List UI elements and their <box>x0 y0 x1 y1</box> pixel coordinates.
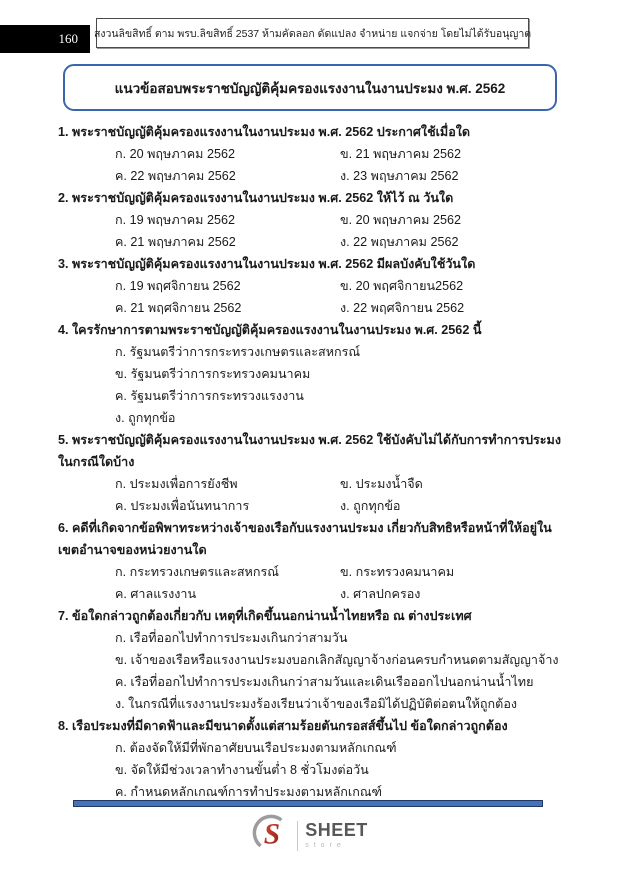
question-text: 5. พระราชบัญญัติคุ้มครองแรงงานในงานประมง พ.ศ. 2562 ใช้บังคับไม่ได้กับการทำการประมงในกรณีใดบ้าง <box>58 433 561 469</box>
choices-list <box>58 275 562 319</box>
copyright-notice-box <box>93 18 532 48</box>
footer-divider-bar <box>73 800 543 807</box>
choice-option: ก. ต้องจัดให้มีที่พักอาศัยบนเรือประมงตามหลักเกณฑ์ <box>115 741 397 755</box>
page-number: 160 <box>58 31 78 46</box>
question-block <box>58 319 562 429</box>
choices-list <box>58 473 562 517</box>
choices-list <box>58 561 562 605</box>
choice-option: ค. ศาลแรงงาน <box>115 587 197 601</box>
choice-option: ง. ถูกทุกข้อ <box>340 499 401 513</box>
choice-option: ข. 20 พฤศจิกายน2562 <box>340 279 464 293</box>
choice-option: ข. กระทรวงคมนาคม <box>340 565 455 579</box>
logo-divider <box>297 821 298 851</box>
choice-option: ข. จัดให้มีช่วงเวลาทำงานขั้นต่ำ 8 ชั่วโมงต่อวัน <box>115 763 369 777</box>
choice-option: ค. ประมงเพื่อนันทนาการ <box>115 499 250 513</box>
choice-option: ข. รัฐมนตรีว่าการกระทรวงคมนาคม <box>115 367 311 381</box>
choices-list <box>58 627 562 715</box>
question-block <box>58 253 562 319</box>
choice-option: ข. 20 พฤษภาคม 2562 <box>340 213 461 227</box>
choice-option: ก. เรือที่ออกไปทำการประมงเกินกว่าสามวัน <box>115 631 348 645</box>
choice-option: ง. 22 พฤษภาคม 2562 <box>340 235 459 249</box>
question-text: 8. เรือประมงที่มีดาดฟ้าและมีขนาดตั้งแต่สามร้อยตันกรอสส์ขึ้นไป ข้อใดกล่าวถูกต้อง <box>58 719 508 733</box>
page-number-box <box>0 25 90 53</box>
choice-option: ง. ในกรณีที่แรงงานประมงร้องเรียนว่าเจ้าของเรือมิได้ปฏิบัติต่อตนให้ถูกต้อง <box>115 697 518 711</box>
choices-list <box>58 143 562 187</box>
choice-option: ข. เจ้าของเรือหรือแรงงานประมงบอกเลิกสัญญาจ้างก่อนครบกำหนดตามสัญญาจ้าง <box>115 653 559 667</box>
s-swoosh-icon <box>252 814 290 857</box>
question-block <box>58 429 562 517</box>
choice-option: ก. ประมงเพื่อการยังชีพ <box>115 477 238 491</box>
logo-wordmark: SHEET <box>305 820 368 840</box>
question-text: 1. พระราชบัญญัติคุ้มครองแรงงานในงานประมง พ.ศ. 2562 ประกาศใช้เมื่อใด <box>58 125 471 139</box>
question-block <box>58 517 562 605</box>
question-block <box>58 715 562 803</box>
choice-option: ก. รัฐมนตรีว่าการกระทรวงเกษตรและสหกรณ์ <box>115 345 361 359</box>
logo-sub-wordmark: store <box>305 842 346 849</box>
page-title: แนวข้อสอบพระราชบัญญัติคุ้มครองแรงงานในงานประมง พ.ศ. 2562 <box>114 80 506 96</box>
svg-text:S: S <box>263 818 281 851</box>
choices-list <box>58 737 562 803</box>
choices-list <box>58 341 562 429</box>
question-text: 3. พระราชบัญญัติคุ้มครองแรงงานในงานประมง พ.ศ. 2562 มีผลบังคับใช้วันใด <box>58 257 476 271</box>
choice-option: ง. ศาลปกครอง <box>340 587 421 601</box>
questions-list <box>58 121 562 803</box>
choice-option: ง. ถูกทุกข้อ <box>115 411 176 425</box>
question-block <box>58 121 562 187</box>
choice-option: ข. ประมงน้ำจืด <box>340 477 423 491</box>
choice-option: ก. 20 พฤษภาคม 2562 <box>115 147 235 161</box>
document-title-box <box>63 64 557 111</box>
choice-option: ง. 23 พฤษภาคม 2562 <box>340 169 459 183</box>
choice-option: ค. เรือที่ออกไปทำการประมงเกินกว่าสามวันและเดินเรือออกไปนอกน่านน้ำไทย <box>115 675 534 689</box>
question-text: 6. คดีที่เกิดจากข้อพิพาทระหว่างเจ้าของเรือกับแรงงานประมง เกี่ยวกับสิทธิหรือหน้าที่ให้อยู่ในเขตอำนาจของหน่วยงานใด <box>58 521 552 557</box>
choice-option: ง. 22 พฤศจิกายน 2562 <box>340 301 465 315</box>
choice-option: ค. 22 พฤษภาคม 2562 <box>115 169 236 183</box>
choice-option: ก. กระทรวงเกษตรและสหกรณ์ <box>115 565 279 579</box>
choice-option: ค. กำหนดหลักเกณฑ์การทำประมงตามหลักเกณฑ์ <box>115 785 382 799</box>
choice-option: ค. 21 พฤษภาคม 2562 <box>115 235 236 249</box>
question-block <box>58 187 562 253</box>
copyright-notice-text: สงวนลิขสิทธิ์ ตาม พรบ.ลิขสิทธิ์ 2537 ห้ามคัดลอก ดัดแปลง จำหน่าย แจกจ่าย โดยไม่ได้รับอนุญาต <box>93 27 532 40</box>
sheet-store-logo <box>0 814 620 857</box>
choice-option: ก. 19 พฤษภาคม 2562 <box>115 213 235 227</box>
question-text: 4. ใครรักษาการตามพระราชบัญญัติคุ้มครองแรงงานในงานประมง พ.ศ. 2562 นี้ <box>58 323 482 337</box>
choice-option: ค. รัฐมนตรีว่าการกระทรวงแรงงาน <box>115 389 304 403</box>
question-block <box>58 605 562 715</box>
choice-option: ก. 19 พฤศจิกายน 2562 <box>115 279 241 293</box>
question-text: 7. ข้อใดกล่าวถูกต้องเกี่ยวกับ เหตุที่เกิดขึ้นนอกน่านน้ำไทยหรือ ณ ต่างประเทศ <box>58 609 472 623</box>
choices-list <box>58 209 562 253</box>
choice-option: ค. 21 พฤศจิกายน 2562 <box>115 301 242 315</box>
question-text: 2. พระราชบัญญัติคุ้มครองแรงงานในงานประมง พ.ศ. 2562 ให้ไว้ ณ วันใด <box>58 191 454 205</box>
choice-option: ข. 21 พฤษภาคม 2562 <box>340 147 461 161</box>
